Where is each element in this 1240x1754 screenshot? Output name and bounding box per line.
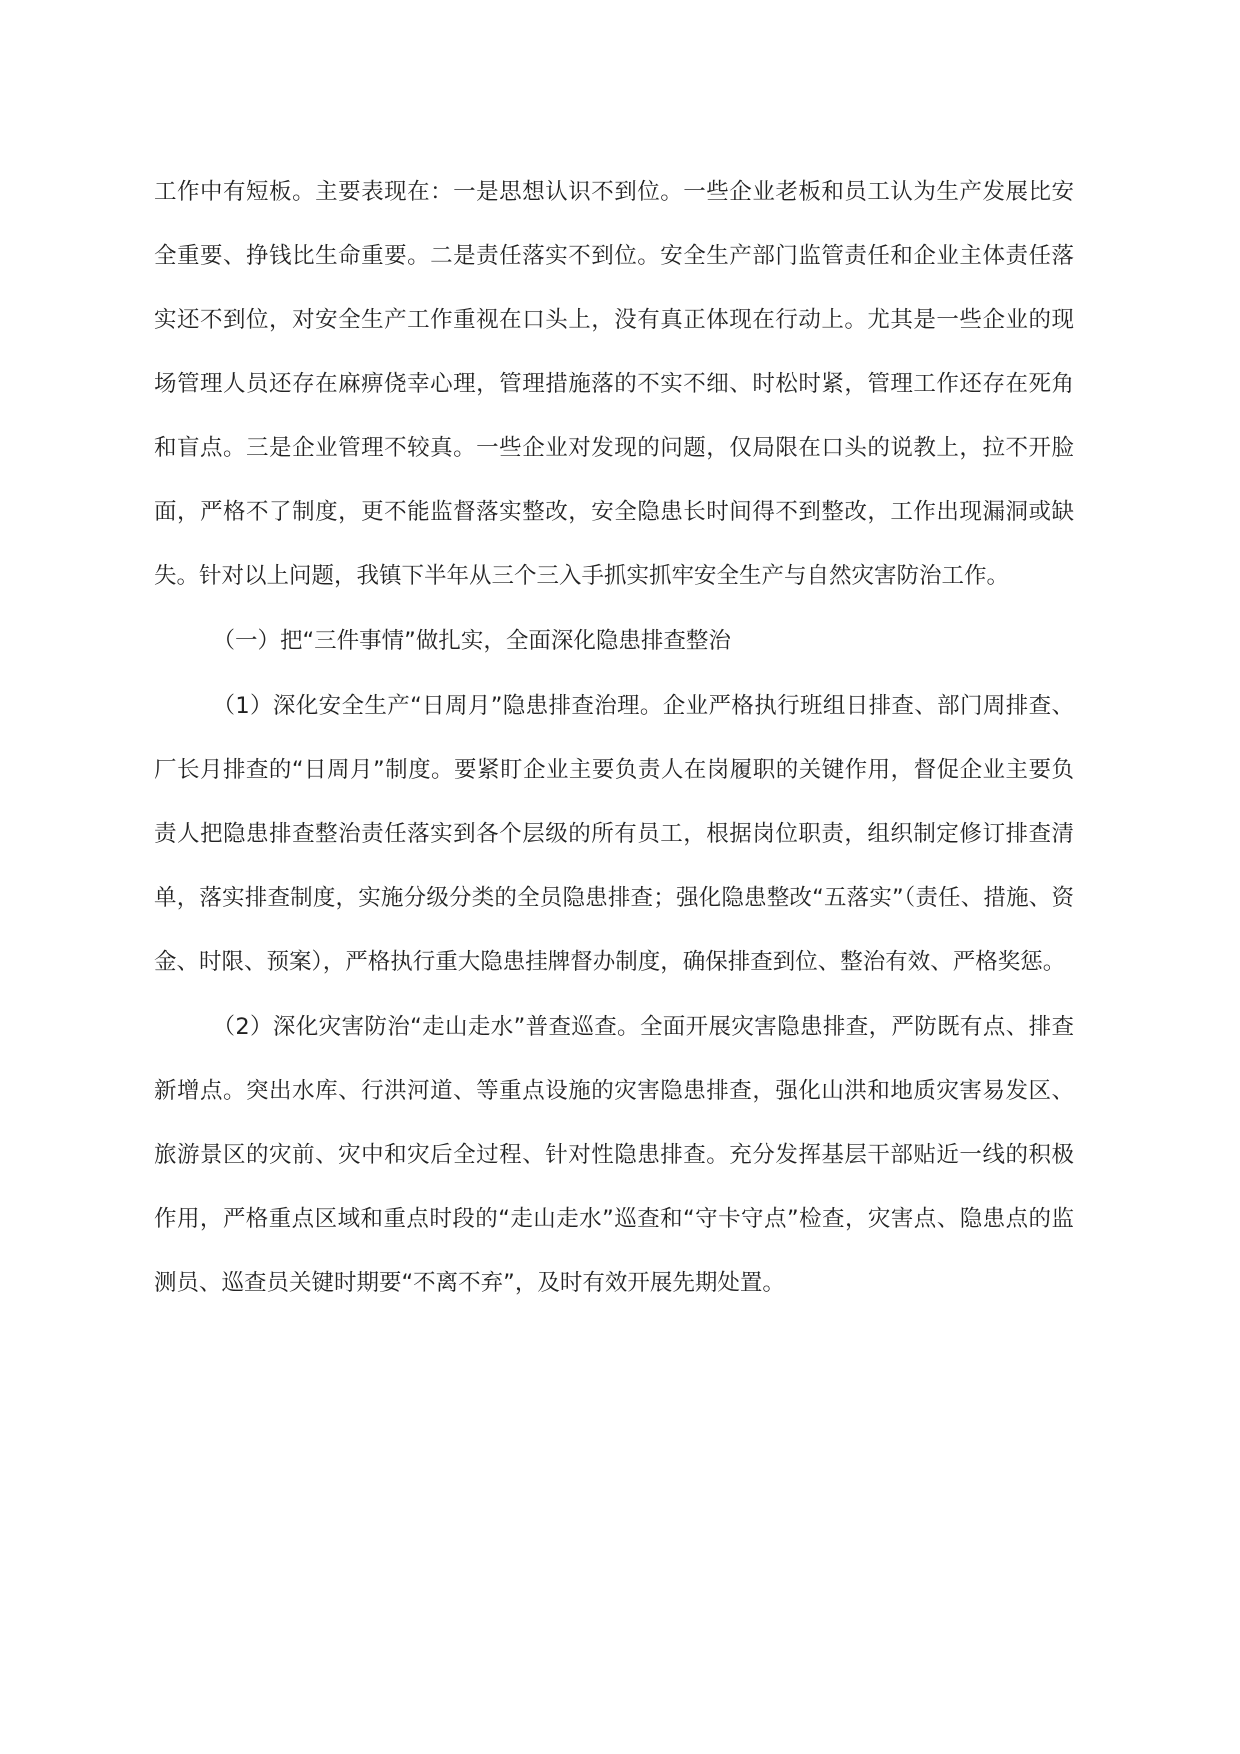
section-heading-1: （一）把“三件事情”做扎实，全面深化隐患排查整治	[212, 628, 731, 654]
paragraph-item-2: （2）深化灾害防治“走山走水”普查巡查。全面开展灾害隐患排查，严防既有点、排查新增点。突出水库、行洪河道、等重点设施的灾害隐患排查，强化山洪和地质灾害易发区、旅游景区的灾前、灾中和灾后全过程、针对性隐患排查。充分发挥基层干部贴近一线的积极作用，严格重点区域和重点时段的“走山走水”巡查和“守卡守点”检查，灾害点、隐患点的监测员、巡查员关键时期要“不离不弃”，及时有效开展先期处置。	[154, 1014, 1074, 1296]
document-body	[154, 160, 1074, 1315]
paragraph-item-1: （1）深化安全生产“日周月”隐患排查治理。企业严格执行班组日排查、部门周排查、厂长月排查的“日周月”制度。要紧盯企业主要负责人在岗履职的关键作用，督促企业主要负责人把隐患排查整治责任落实到各个层级的所有员工，根据岗位职责，组织制定修订排查清单，落实排查制度，实施分级分类的全员隐患排查；强化隐患整改“五落实”（责任、措施、资金、时限、预案），严格执行重大隐患挂牌督办制度，确保排查到位、整治有效、严格奖惩。	[154, 693, 1074, 975]
paragraph-intro: 工作中有短板。主要表现在：一是思想认识不到位。一些企业老板和员工认为生产发展比安全重要、挣钱比生命重要。二是责任落实不到位。安全生产部门监管责任和企业主体责任落实还不到位，对安全生产工作重视在口头上，没有真正体现在行动上。尤其是一些企业的现场管理人员还存在麻痹侥幸心理，管理措施落的不实不细、时松时紧，管理工作还存在死角和盲点。三是企业管理不较真。一些企业对发现的问题，仅局限在口头的说教上，拉不开脸面，严格不了制度，更不能监督落实整改，安全隐患长时间得不到整改，工作出现漏洞或缺失。针对以上问题，我镇下半年从三个三入手抓实抓牢安全生产与自然灾害防治工作。	[154, 179, 1074, 589]
